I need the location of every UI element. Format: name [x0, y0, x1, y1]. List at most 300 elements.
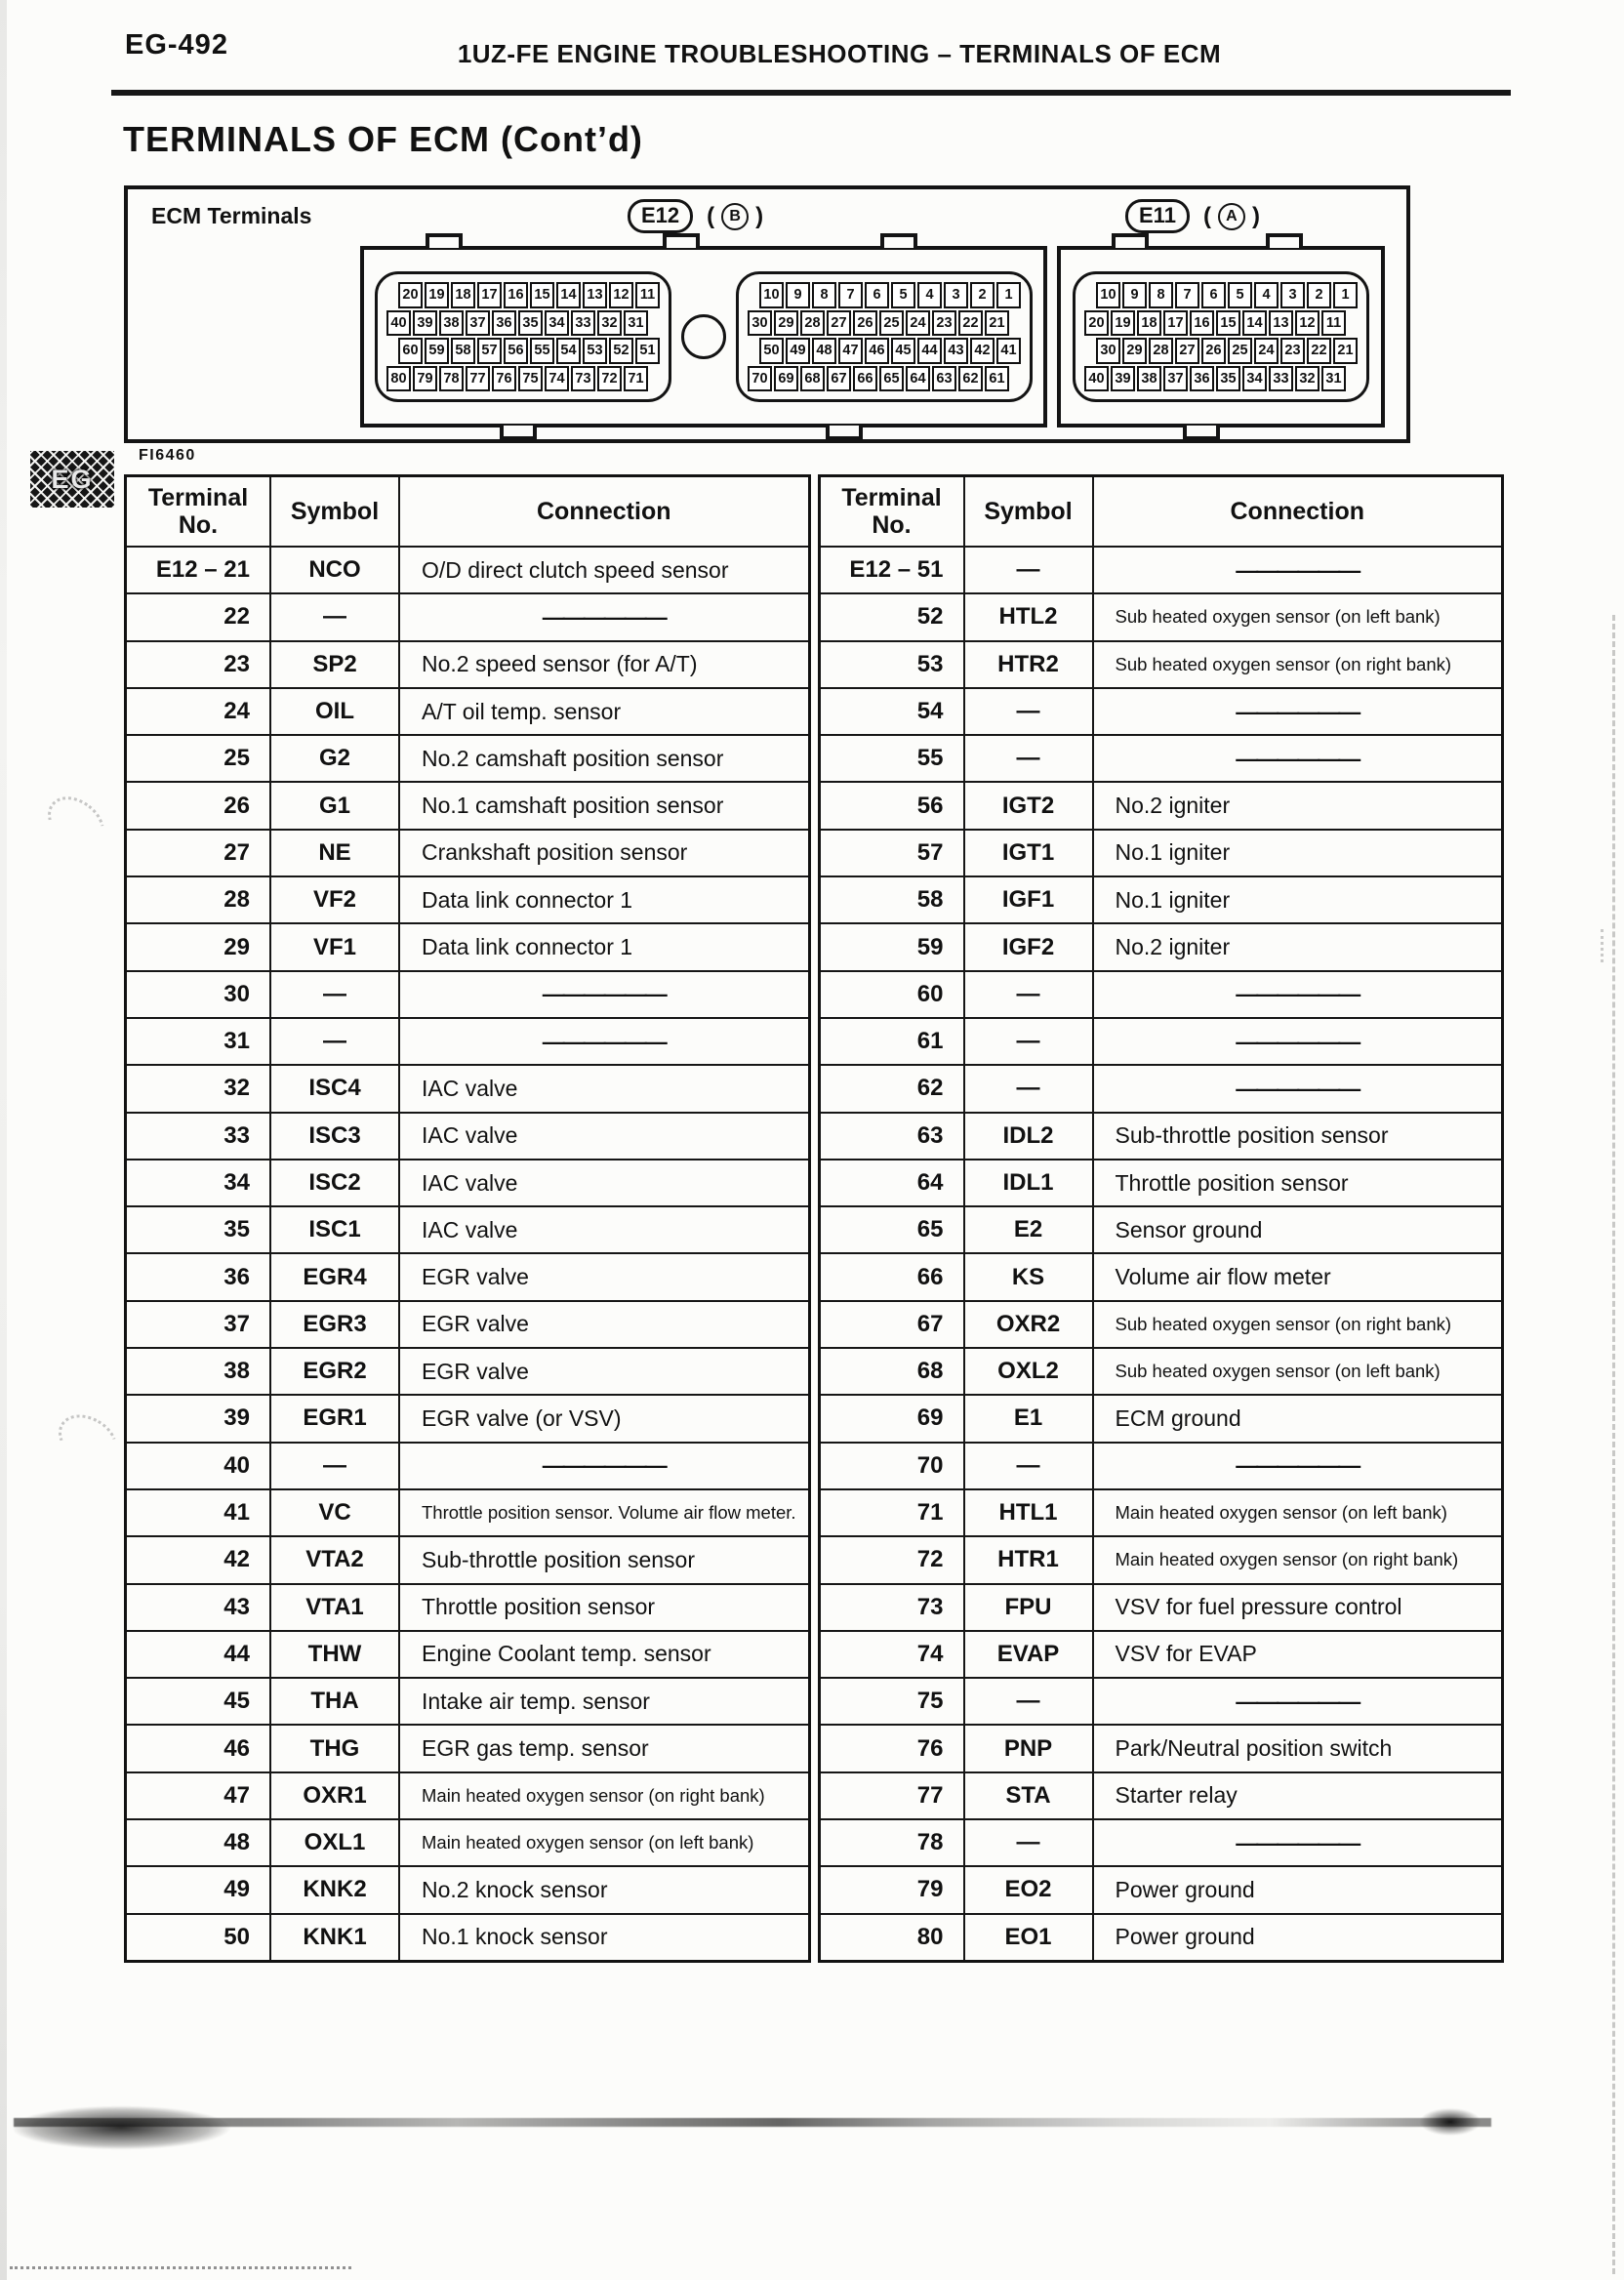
pin-cell: 38 — [1137, 366, 1161, 392]
symbol-cell: VF1 — [271, 924, 400, 969]
header-rule — [111, 90, 1511, 96]
pin-cell: 3 — [1280, 282, 1305, 308]
pin-cell: 61 — [985, 366, 1009, 392]
connection-cell: Park/Neutral position switch — [1115, 1735, 1393, 1762]
symbol-cell: HTR1 — [965, 1537, 1094, 1582]
housing-tab — [500, 426, 537, 440]
connection-cell: —————— — [1236, 1075, 1360, 1101]
connection-cell: —————— — [1236, 1028, 1360, 1054]
pin-cell: 72 — [597, 366, 622, 392]
table-header-right — [821, 477, 1502, 546]
col-header-symbol — [271, 477, 400, 546]
terminal-no-cell: 28 — [127, 877, 271, 922]
pin-cell: 1 — [1333, 282, 1358, 308]
connection-cell: Starter relay — [1115, 1782, 1238, 1809]
symbol-cell: — — [965, 1820, 1094, 1865]
housing-tab — [426, 233, 463, 248]
terminal-no-cell: 54 — [821, 689, 965, 734]
connector-art — [360, 246, 1399, 428]
terminal-no-cell: 53 — [821, 642, 965, 687]
terminal-no-cell: 41 — [127, 1490, 271, 1535]
table-row — [821, 875, 1502, 922]
table-row — [821, 1488, 1502, 1535]
pin-cell: 8 — [1149, 282, 1173, 308]
terminal-no-cell: 27 — [127, 831, 271, 875]
connection-cell: EGR gas temp. sensor — [422, 1735, 649, 1762]
scan-artifact-arc — [50, 1405, 126, 1475]
table-row — [127, 640, 808, 687]
pin-row — [398, 338, 660, 364]
table-row — [821, 1017, 1502, 1064]
header-title: 1UZ-FE ENGINE TROUBLESHOOTING – TERMINALS OF ECM — [457, 39, 1222, 68]
terminal-no-cell: 45 — [127, 1679, 271, 1724]
symbol-cell: FPU — [965, 1585, 1094, 1630]
symbol-cell: EO1 — [965, 1915, 1094, 1960]
pin-cell: 38 — [439, 310, 464, 337]
pin-cell: 2 — [1307, 282, 1331, 308]
table-row — [821, 781, 1502, 828]
pin-cell: 52 — [609, 338, 633, 364]
connection-cell: A/T oil temp. sensor — [422, 698, 622, 724]
table-row — [127, 1583, 808, 1630]
page-number: EG-492 — [125, 29, 228, 61]
connection-cell: Power ground — [1115, 1876, 1255, 1902]
pin-cell: 42 — [970, 338, 995, 364]
symbol-cell: VTA2 — [271, 1537, 400, 1582]
table-row — [127, 1630, 808, 1677]
pin-cell: 32 — [1295, 366, 1320, 392]
table-row — [127, 1300, 808, 1347]
terminal-no-cell: 38 — [127, 1349, 271, 1394]
connector-a-letter: ( A ) — [1203, 203, 1260, 230]
table-row — [127, 1112, 808, 1159]
pin-cell: 18 — [451, 282, 475, 308]
terminal-no-cell: 35 — [127, 1207, 271, 1252]
symbol-cell: — — [965, 689, 1094, 734]
connection-cell: —————— — [542, 603, 666, 630]
symbol-cell: NCO — [271, 548, 400, 592]
terminal-no-cell: 55 — [821, 736, 965, 781]
col-header-label: Connection — [537, 498, 671, 525]
pin-cell: 14 — [556, 282, 581, 308]
connection-cell: No.2 knock sensor — [422, 1876, 608, 1902]
col-header-connection — [400, 477, 808, 546]
scan-artifact-margin-line — [1612, 615, 1615, 2274]
table-row — [127, 1865, 808, 1912]
section-tab-eg: EG — [30, 451, 114, 508]
symbol-cell: ISC3 — [271, 1114, 400, 1159]
table-row — [821, 546, 1502, 592]
connection-cell: Main heated oxygen sensor (on right bank) — [422, 1784, 765, 1806]
pin-cell: 74 — [545, 366, 569, 392]
terminal-no-cell: 71 — [821, 1490, 965, 1535]
table-row — [821, 829, 1502, 875]
table-row — [821, 1300, 1502, 1347]
terminal-no-cell: 44 — [127, 1632, 271, 1677]
pin-cell: 19 — [425, 282, 449, 308]
symbol-cell: — — [965, 736, 1094, 781]
connection-cell: Main heated oxygen sensor (on left bank) — [1115, 1502, 1447, 1524]
pin-cell: 64 — [906, 366, 930, 392]
pin-cell: 46 — [865, 338, 889, 364]
table-row — [821, 970, 1502, 1017]
terminal-no-cell: 22 — [127, 594, 271, 639]
terminal-no-cell: 43 — [127, 1585, 271, 1630]
pin-cell: 34 — [1242, 366, 1267, 392]
connection-cell: No.2 igniter — [1115, 793, 1231, 819]
connection-cell: —————— — [1236, 556, 1360, 583]
terminal-no-cell: 25 — [127, 736, 271, 781]
terminal-no-cell: 49 — [127, 1867, 271, 1912]
pin-cell: 44 — [917, 338, 942, 364]
terminal-no-cell: 65 — [821, 1207, 965, 1252]
connection-cell: Main heated oxygen sensor (on left bank) — [422, 1832, 754, 1853]
symbol-cell: — — [271, 1019, 400, 1064]
table-row — [127, 1347, 808, 1394]
connection-cell: Main heated oxygen sensor (on right bank) — [1115, 1549, 1459, 1570]
symbol-cell: IGT1 — [965, 831, 1094, 875]
pin-cell: 12 — [609, 282, 633, 308]
pin-cell: 63 — [932, 366, 956, 392]
pin-cell: 17 — [477, 282, 502, 308]
pin-cell: 21 — [985, 310, 1009, 337]
pin-cell: 5 — [891, 282, 915, 308]
table-row — [821, 1252, 1502, 1299]
pin-cell: 79 — [413, 366, 437, 392]
pin-cell: 5 — [1228, 282, 1252, 308]
pin-cell: 31 — [1321, 366, 1346, 392]
pin-cell: 10 — [759, 282, 784, 308]
symbol-cell: SP2 — [271, 642, 400, 687]
symbol-cell: KNK1 — [271, 1915, 400, 1960]
terminal-no-cell: 73 — [821, 1585, 965, 1630]
symbol-cell: HTR2 — [965, 642, 1094, 687]
pin-row — [759, 338, 1021, 364]
pin-cell: 51 — [635, 338, 660, 364]
table-row — [127, 1252, 808, 1299]
symbol-cell: ISC2 — [271, 1160, 400, 1205]
terminal-no-cell: 46 — [127, 1726, 271, 1771]
scan-artifact-speck — [1601, 929, 1610, 962]
connection-cell: EGR valve — [422, 1358, 529, 1384]
connection-cell: EGR valve (or VSV) — [422, 1405, 622, 1431]
table-row — [127, 687, 808, 734]
connection-cell: Volume air flow meter — [1115, 1264, 1331, 1290]
connection-cell: —————— — [1236, 1829, 1360, 1855]
col-header-connection — [1094, 477, 1502, 546]
terminal-no-cell: 29 — [127, 924, 271, 969]
section-title: TERMINALS OF ECM (Cont’d) — [123, 119, 643, 159]
terminal-no-cell: 32 — [127, 1066, 271, 1111]
pin-cell: 76 — [492, 366, 516, 392]
pin-cell: 69 — [774, 366, 798, 392]
table-row — [821, 1535, 1502, 1582]
terminal-no-cell: 79 — [821, 1867, 965, 1912]
pin-cell: 27 — [1175, 338, 1199, 364]
table-row — [127, 1205, 808, 1252]
connection-cell: No.1 camshaft position sensor — [422, 793, 724, 819]
pin-cell: 66 — [853, 366, 877, 392]
col-header-label: Terminal No. — [147, 484, 249, 539]
pin-cell: 35 — [1216, 366, 1240, 392]
table-row — [821, 1347, 1502, 1394]
symbol-cell: THG — [271, 1726, 400, 1771]
connection-cell: —————— — [1236, 1452, 1360, 1479]
ecm-terminals-label: ECM Terminals — [151, 203, 312, 228]
housing-tab — [880, 233, 917, 248]
pin-cell: 45 — [891, 338, 915, 364]
table-row — [127, 922, 808, 969]
connector-a-id: E11 — [1125, 199, 1190, 233]
terminal-no-cell: 36 — [127, 1254, 271, 1299]
scan-artifact-noise-band — [14, 2091, 1491, 2161]
pin-cell: 21 — [1333, 338, 1358, 364]
pin-cell: 16 — [1190, 310, 1214, 337]
symbol-cell: — — [965, 1444, 1094, 1488]
pin-cell: 16 — [504, 282, 528, 308]
pin-cell: 13 — [1269, 310, 1293, 337]
terminal-no-cell: 61 — [821, 1019, 965, 1064]
symbol-cell: IGT2 — [965, 783, 1094, 828]
connection-cell: Sub-throttle position sensor — [422, 1546, 695, 1572]
connection-cell: O/D direct clutch speed sensor — [422, 556, 729, 583]
connection-cell: No.2 speed sensor (for A/T) — [422, 651, 698, 677]
col-header-label: Symbol — [984, 498, 1073, 525]
pin-cell: 49 — [786, 338, 810, 364]
terminal-no-cell: 70 — [821, 1444, 965, 1488]
ecm-diagram-box — [124, 185, 1410, 443]
terminal-no-cell: 75 — [821, 1679, 965, 1724]
connection-cell: Sub heated oxygen sensor (on right bank) — [1115, 653, 1452, 674]
pin-cell: 54 — [556, 338, 581, 364]
symbol-cell: NE — [271, 831, 400, 875]
housing-tab — [1112, 233, 1149, 248]
pin-cell: 24 — [906, 310, 930, 337]
terminal-no-cell: 37 — [127, 1302, 271, 1347]
table-row — [127, 781, 808, 828]
pin-block-e12-left — [375, 271, 671, 402]
table-row — [127, 1818, 808, 1865]
terminal-no-cell: E12 – 21 — [127, 548, 271, 592]
table-row — [821, 1724, 1502, 1771]
connection-cell: Engine Coolant temp. sensor — [422, 1641, 711, 1667]
connector-shell-e11 — [1057, 246, 1385, 428]
terminal-no-cell: 63 — [821, 1114, 965, 1159]
table-body-left — [127, 546, 808, 1960]
pin-cell: 4 — [1254, 282, 1279, 308]
symbol-cell: — — [965, 972, 1094, 1017]
table-header-left — [127, 477, 808, 546]
symbol-cell: OXL1 — [271, 1820, 400, 1865]
terminal-no-cell: 23 — [127, 642, 271, 687]
table-row — [821, 1865, 1502, 1912]
pin-row — [398, 282, 660, 308]
pin-row — [748, 366, 1021, 392]
pin-cell: 48 — [812, 338, 836, 364]
pin-cell: 9 — [786, 282, 810, 308]
pin-cell: 13 — [583, 282, 607, 308]
pin-cell: 7 — [838, 282, 863, 308]
symbol-cell: HTL2 — [965, 594, 1094, 639]
pin-cell: 35 — [518, 310, 543, 337]
col-header-terminal-no — [127, 477, 271, 546]
connector-b-letter: ( B ) — [707, 203, 763, 230]
pin-cell: 65 — [879, 366, 904, 392]
pin-cell: 9 — [1122, 282, 1147, 308]
pin-cell: 28 — [1149, 338, 1173, 364]
connection-cell: —————— — [1236, 745, 1360, 771]
pin-cell: 56 — [504, 338, 528, 364]
connection-cell: Power ground — [1115, 1924, 1255, 1950]
pin-cell: 27 — [827, 310, 851, 337]
symbol-cell: OIL — [271, 689, 400, 734]
pin-cell: 4 — [917, 282, 942, 308]
table-row — [821, 1583, 1502, 1630]
symbol-cell: OXL2 — [965, 1349, 1094, 1394]
pin-cell: 26 — [1201, 338, 1226, 364]
pin-cell: 58 — [451, 338, 475, 364]
pin-row — [1084, 310, 1358, 337]
symbol-cell: PNP — [965, 1726, 1094, 1771]
connection-cell: VSV for EVAP — [1115, 1641, 1257, 1667]
table-row — [821, 922, 1502, 969]
housing-tab — [1266, 233, 1303, 248]
pin-cell: 59 — [425, 338, 449, 364]
terminal-no-cell: 33 — [127, 1114, 271, 1159]
terminal-no-cell: 57 — [821, 831, 965, 875]
table-body-right — [821, 546, 1502, 1960]
connection-cell: Crankshaft position sensor — [422, 839, 688, 866]
connection-cell: ECM ground — [1115, 1405, 1241, 1431]
pin-cell: 78 — [439, 366, 464, 392]
symbol-cell: VC — [271, 1490, 400, 1535]
connection-cell: IAC valve — [422, 1216, 518, 1242]
connection-cell: Sub heated oxygen sensor (on left bank) — [1115, 606, 1441, 628]
table-row — [821, 1394, 1502, 1441]
pin-cell: 17 — [1163, 310, 1188, 337]
col-header-label: Symbol — [290, 498, 380, 525]
terminal-no-cell: 58 — [821, 877, 965, 922]
pin-cell: 6 — [1201, 282, 1226, 308]
table-row — [821, 1112, 1502, 1159]
table-row — [127, 546, 808, 592]
connection-cell: Data link connector 1 — [422, 886, 633, 913]
pin-cell: 8 — [812, 282, 836, 308]
terminal-no-cell: 64 — [821, 1160, 965, 1205]
pin-cell: 24 — [1254, 338, 1279, 364]
symbol-cell: EGR3 — [271, 1302, 400, 1347]
pin-cell: 20 — [398, 282, 423, 308]
symbol-cell: EGR1 — [271, 1396, 400, 1441]
housing-tab — [1183, 426, 1220, 440]
pin-cell: 29 — [1122, 338, 1147, 364]
symbol-cell: KNK2 — [271, 1867, 400, 1912]
symbol-cell: STA — [965, 1773, 1094, 1818]
connection-cell: EGR valve — [422, 1264, 529, 1290]
connection-cell: —————— — [542, 1452, 666, 1479]
pin-cell: 73 — [571, 366, 595, 392]
figure-code: FI6460 — [139, 447, 196, 464]
connection-cell: No.1 igniter — [1115, 886, 1231, 913]
scan-artifact-dots — [10, 2266, 351, 2269]
connection-cell: VSV for fuel pressure control — [1115, 1594, 1402, 1620]
table-row — [127, 1535, 808, 1582]
table-row — [127, 1394, 808, 1441]
table-row — [821, 1630, 1502, 1677]
connection-cell: No.2 camshaft position sensor — [422, 745, 724, 771]
pin-cell: 41 — [996, 338, 1021, 364]
pin-cell: 30 — [1096, 338, 1120, 364]
housing-tab — [663, 233, 700, 248]
table-row — [127, 1017, 808, 1064]
pin-cell: 7 — [1175, 282, 1199, 308]
pin-cell: 37 — [1163, 366, 1188, 392]
pin-cell: 70 — [748, 366, 772, 392]
pin-cell: 32 — [597, 310, 622, 337]
scan-artifact-arc — [38, 786, 115, 860]
pin-cell: 10 — [1096, 282, 1120, 308]
connection-cell: IAC valve — [422, 1122, 518, 1149]
pin-cell: 15 — [1216, 310, 1240, 337]
terminal-no-cell: 50 — [127, 1915, 271, 1960]
table-row — [127, 592, 808, 639]
connection-cell: Throttle position sensor — [1115, 1169, 1349, 1196]
table-row — [821, 1771, 1502, 1818]
connector-a-label — [1125, 199, 1260, 233]
symbol-cell: G1 — [271, 783, 400, 828]
terminal-no-cell: 52 — [821, 594, 965, 639]
pin-cell: 36 — [1190, 366, 1214, 392]
symbol-cell: EO2 — [965, 1867, 1094, 1912]
pin-row — [748, 310, 1021, 337]
terminal-no-cell: E12 – 51 — [821, 548, 965, 592]
terminal-no-cell: 30 — [127, 972, 271, 1017]
symbol-cell: IGF1 — [965, 877, 1094, 922]
terminal-no-cell: 40 — [127, 1444, 271, 1488]
symbol-cell: E1 — [965, 1396, 1094, 1441]
pin-cell: 26 — [853, 310, 877, 337]
table-row — [127, 970, 808, 1017]
terminal-no-cell: 68 — [821, 1349, 965, 1394]
symbol-cell: THA — [271, 1679, 400, 1724]
pin-cell: 39 — [1111, 366, 1135, 392]
terminal-no-cell: 80 — [821, 1915, 965, 1960]
col-header-label: Terminal No. — [841, 484, 942, 539]
table-row — [821, 1442, 1502, 1488]
pin-cell: 40 — [1084, 366, 1109, 392]
connector-b-label — [628, 199, 763, 233]
symbol-cell: OXR1 — [271, 1773, 400, 1818]
connector-b-id: E12 — [628, 199, 693, 233]
table-row — [127, 829, 808, 875]
table-row — [127, 875, 808, 922]
terminal-no-cell: 66 — [821, 1254, 965, 1299]
terminal-no-cell: 59 — [821, 924, 965, 969]
symbol-cell: IDL2 — [965, 1114, 1094, 1159]
table-row — [821, 1205, 1502, 1252]
terminal-no-cell: 39 — [127, 1396, 271, 1441]
pin-cell: 22 — [1307, 338, 1331, 364]
symbol-cell: — — [965, 1679, 1094, 1724]
col-header-label: Connection — [1230, 498, 1364, 525]
symbol-cell: — — [271, 972, 400, 1017]
terminal-no-cell: 72 — [821, 1537, 965, 1582]
symbol-cell: — — [965, 1019, 1094, 1064]
terminal-no-cell: 47 — [127, 1773, 271, 1818]
table-row — [821, 640, 1502, 687]
symbol-cell: IGF2 — [965, 924, 1094, 969]
connection-cell: No.1 igniter — [1115, 839, 1231, 866]
